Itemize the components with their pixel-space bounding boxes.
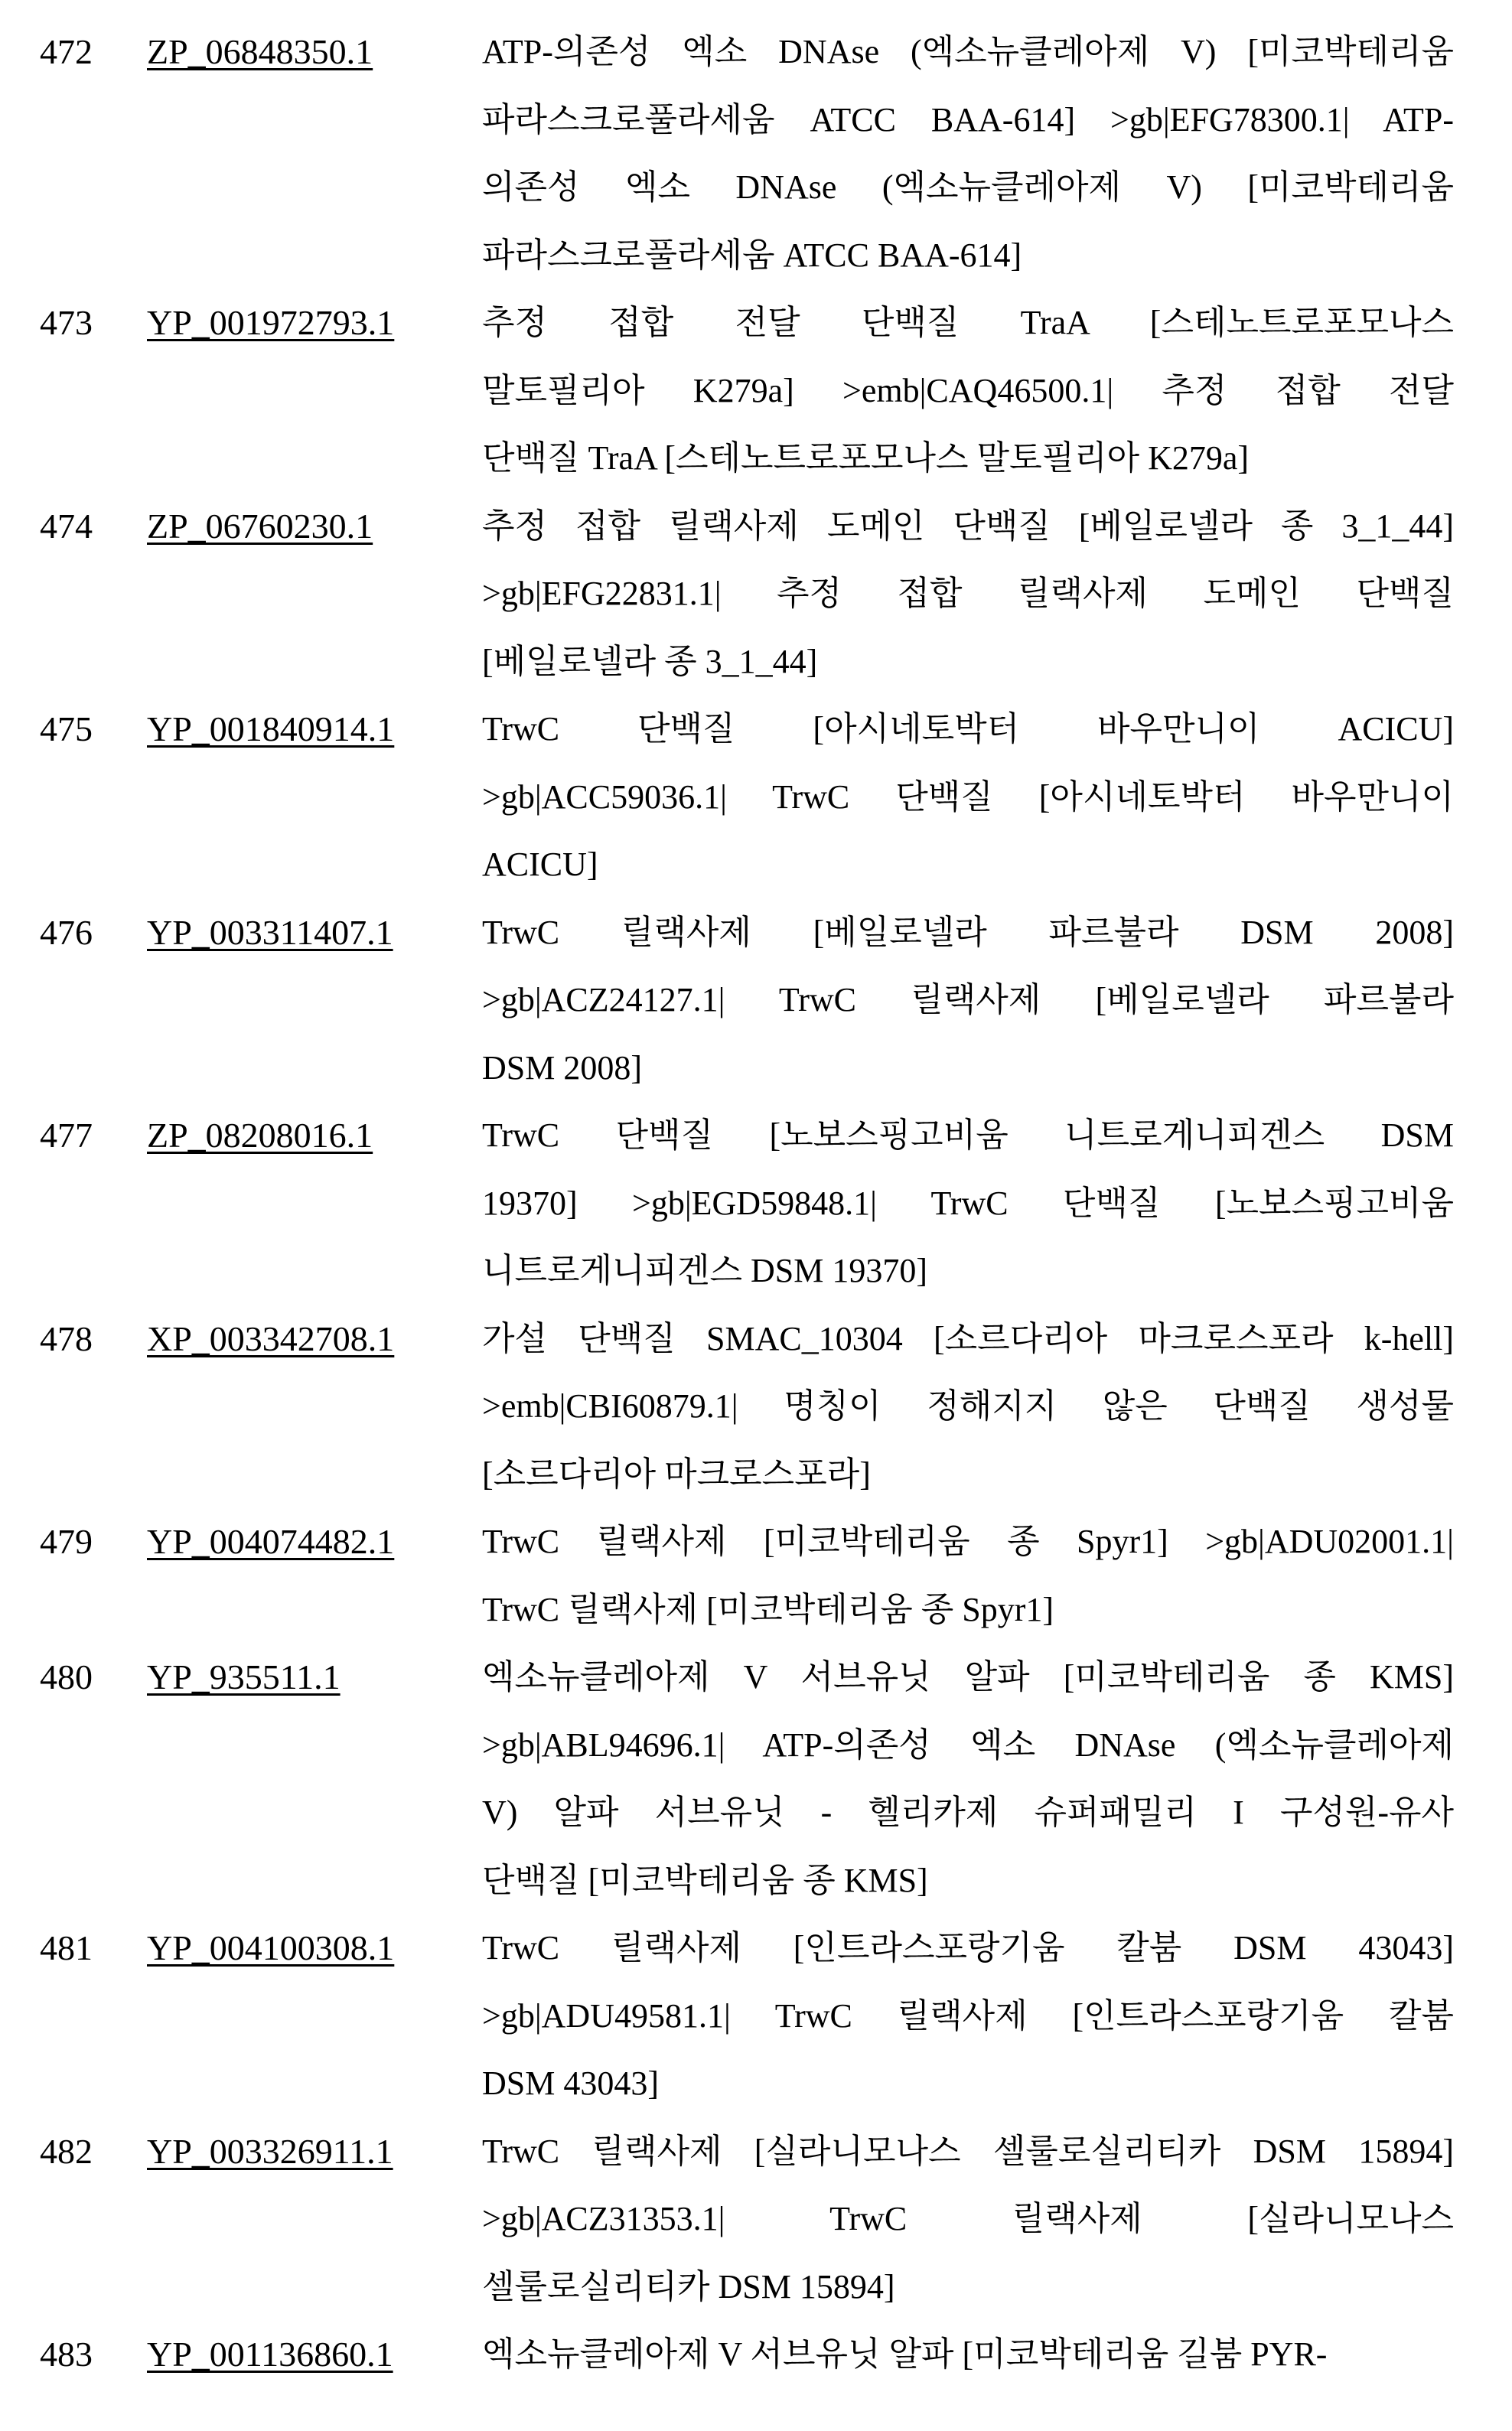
description [482, 1305, 1454, 1509]
entry-number: 473 [0, 289, 147, 493]
description-line: TrwC 단백질 [노보스핑고비움 니트로게니피겐스 DSM [482, 1102, 1454, 1170]
description-line: TrwC 릴랙사제 [베일로넬라 파르불라 DSM 2008] [482, 899, 1454, 967]
table-row [0, 899, 1512, 1103]
table-row [0, 696, 1512, 899]
entry-number: 482 [0, 2118, 147, 2322]
description-line: 단백질 [미코박테리움 종 KMS] [482, 1847, 1454, 1915]
table-row [0, 493, 1512, 696]
description-line: ATP-의존성 엑소 DNAse (엑소뉴클레아제 V) [미코박테리움 [482, 18, 1454, 86]
entry-number: 483 [0, 2321, 147, 2389]
description [482, 1508, 1454, 1644]
accession-link[interactable]: XP_003342708.1 [147, 1305, 482, 1509]
description-line: 단백질 TraA [스테노트로포모나스 말토필리아 K279a] [482, 425, 1454, 493]
table-row [0, 1914, 1512, 2118]
description-line: 엑소뉴클레아제 V 서브유닛 알파 [미코박테리움 종 KMS] [482, 1644, 1454, 1712]
accession-link[interactable]: YP_001136860.1 [147, 2321, 482, 2389]
description [482, 289, 1454, 493]
description-line: 파라스크로풀라세움 ATCC BAA-614] [482, 222, 1454, 290]
description-line: [베일로넬라 종 3_1_44] [482, 628, 1454, 696]
description [482, 1914, 1454, 2118]
description-line: DSM 2008] [482, 1035, 1454, 1103]
description-line: DSM 43043] [482, 2050, 1454, 2118]
description-line: ACICU] [482, 831, 1454, 899]
description-line: >emb|CBI60879.1| 명칭이 정해지지 않은 단백질 생성물 [482, 1373, 1454, 1441]
accession-link[interactable]: YP_004100308.1 [147, 1914, 482, 2118]
description [482, 2321, 1454, 2389]
accession-link[interactable]: YP_003326911.1 [147, 2118, 482, 2322]
sequence-table [0, 18, 1512, 2389]
description-line: [소르다리아 마크로스포라] [482, 1441, 1454, 1509]
description [482, 1102, 1454, 1305]
table-row [0, 1305, 1512, 1509]
entry-number: 481 [0, 1914, 147, 2118]
entry-number: 474 [0, 493, 147, 696]
accession-link[interactable]: ZP_06848350.1 [147, 18, 482, 289]
description-line: >gb|ACC59036.1| TrwC 단백질 [아시네토박터 바우만니이 [482, 764, 1454, 832]
accession-link[interactable]: YP_004074482.1 [147, 1508, 482, 1644]
accession-link[interactable]: YP_001840914.1 [147, 696, 482, 899]
entry-number: 472 [0, 18, 147, 289]
description-line: 파라스크로풀라세움 ATCC BAA-614] >gb|EFG78300.1| ATP- [482, 86, 1454, 155]
entry-number: 479 [0, 1508, 147, 1644]
description-line: >gb|ABL94696.1| ATP-의존성 엑소 DNAse (엑소뉴클레아제 [482, 1712, 1454, 1780]
entry-number: 477 [0, 1102, 147, 1305]
table-row [0, 2321, 1512, 2389]
description-line: TrwC 릴랙사제 [인트라스포랑기움 칼붐 DSM 43043] [482, 1914, 1454, 1983]
accession-link[interactable]: YP_003311407.1 [147, 899, 482, 1103]
description-line: 셀룰로실리티카 DSM 15894] [482, 2253, 1454, 2322]
description-line: >gb|ADU49581.1| TrwC 릴랙사제 [인트라스포랑기움 칼붐 [482, 1983, 1454, 2051]
description [482, 696, 1454, 899]
description-line: 말토필리아 K279a] >emb|CAQ46500.1| 추정 접합 전달 [482, 357, 1454, 425]
description-line: 추정 접합 릴랙사제 도메인 단백질 [베일로넬라 종 3_1_44] [482, 493, 1454, 561]
accession-link[interactable]: ZP_08208016.1 [147, 1102, 482, 1305]
description-line: TrwC 단백질 [아시네토박터 바우만니이 ACICU] [482, 696, 1454, 764]
description-line: TrwC 릴랙사제 [실라니모나스 셀룰로실리티카 DSM 15894] [482, 2118, 1454, 2186]
description-line: >gb|EFG22831.1| 추정 접합 릴랙사제 도메인 단백질 [482, 560, 1454, 628]
description [482, 2118, 1454, 2322]
description-line: 엑소뉴클레아제 V 서브유닛 알파 [미코박테리움 길붐 PYR- [482, 2321, 1454, 2389]
description [482, 899, 1454, 1103]
table-row [0, 18, 1512, 289]
description [482, 493, 1454, 696]
description-line: 의존성 엑소 DNAse (엑소뉴클레아제 V) [미코박테리움 [482, 154, 1454, 222]
description-line: 가설 단백질 SMAC_10304 [소르다리아 마크로스포라 k-hell] [482, 1305, 1454, 1374]
description-line: >gb|ACZ31353.1| TrwC 릴랙사제 [실라니모나스 [482, 2185, 1454, 2253]
table-row [0, 1644, 1512, 1914]
table-row [0, 289, 1512, 493]
description-line: 추정 접합 전달 단백질 TraA [스테노트로포모나스 [482, 289, 1454, 357]
entry-number: 480 [0, 1644, 147, 1914]
entry-number: 476 [0, 899, 147, 1103]
accession-link[interactable]: ZP_06760230.1 [147, 493, 482, 696]
entry-number: 475 [0, 696, 147, 899]
description-line: 19370] >gb|EGD59848.1| TrwC 단백질 [노보스핑고비움 [482, 1170, 1454, 1238]
table-row [0, 1508, 1512, 1644]
description-line: V) 알파 서브유닛 - 헬리카제 슈퍼패밀리 I 구성원-유사 [482, 1779, 1454, 1847]
description [482, 1644, 1454, 1914]
table-row [0, 2118, 1512, 2322]
description-line: TrwC 릴랙사제 [미코박테리움 종 Spyr1] >gb|ADU02001.1| [482, 1508, 1454, 1576]
description-line: TrwC 릴랙사제 [미코박테리움 종 Spyr1] [482, 1576, 1454, 1644]
description-line: >gb|ACZ24127.1| TrwC 릴랙사제 [베일로넬라 파르불라 [482, 966, 1454, 1035]
accession-link[interactable]: YP_001972793.1 [147, 289, 482, 493]
description-line: 니트로게니피겐스 DSM 19370] [482, 1237, 1454, 1305]
entry-number: 478 [0, 1305, 147, 1509]
description [482, 18, 1454, 289]
accession-link[interactable]: YP_935511.1 [147, 1644, 482, 1914]
table-row [0, 1102, 1512, 1305]
